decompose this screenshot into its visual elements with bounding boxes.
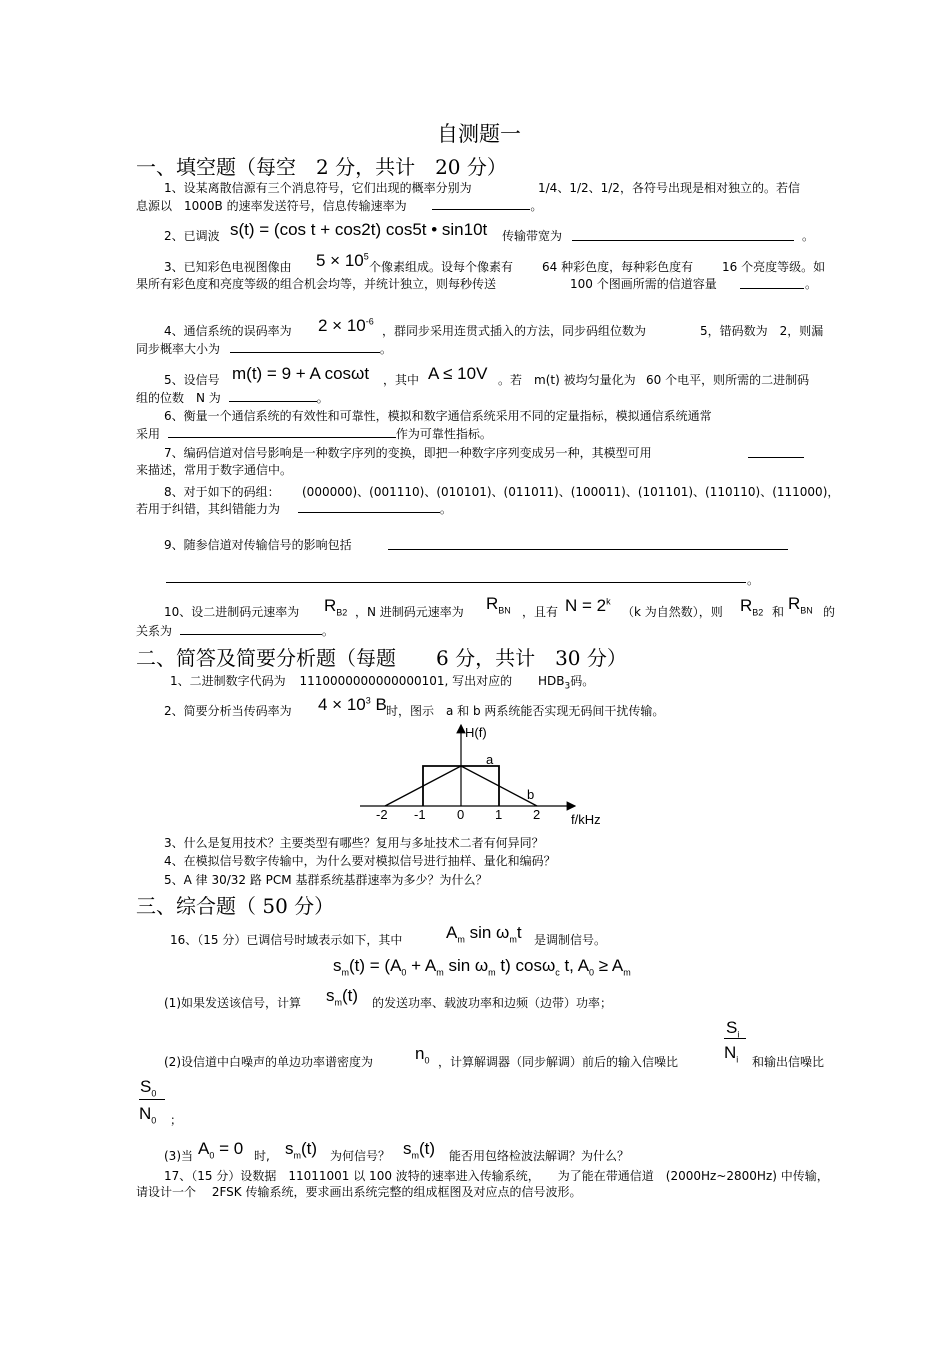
c16-2-n0-sub: 0 (424, 1055, 430, 1066)
q10-rb2-b-r: R (740, 596, 753, 615)
q3-blank[interactable] (740, 276, 804, 289)
q10-text-e: 和 (772, 605, 785, 619)
c16-2-si (726, 1018, 739, 1039)
c16-am-sub: m (457, 934, 465, 945)
q5-line2-text: 组的位数 N 为 (136, 391, 221, 405)
q5-blank[interactable] (229, 389, 317, 402)
p1 (170, 673, 594, 694)
q10-n-base: N = 2 (565, 596, 607, 615)
c16-3-sm2-t: (t) (419, 1139, 436, 1158)
q4-label: 4、通信系统的误码率为 (164, 324, 292, 338)
p1-hdb-sub: 3 (564, 681, 571, 692)
c16-eq-subm: m (436, 967, 444, 978)
q10-blank[interactable] (180, 622, 322, 635)
q2-blank[interactable] (572, 228, 794, 241)
q3-formula (316, 251, 369, 271)
c16-eq-plus: + A (406, 956, 437, 975)
q6-line2-text: 采用 (136, 427, 161, 441)
tick-label: 2 (533, 807, 541, 822)
q7-line1: 7、编码信道对信号影响是一种数字序列的变换，即把一种数字序列变成另一种，其模型可用 (164, 446, 652, 460)
q9-blank-2[interactable] (166, 570, 746, 583)
q10-text-f: 的 (823, 605, 836, 619)
c16-2-n0-n: n (415, 1044, 425, 1063)
c16-3-sm1-s: s (285, 1139, 294, 1158)
q8-blank[interactable] (298, 500, 440, 513)
c16-2-text-b: ，计算解调器（同步解调）前后的输入信噪比 (438, 1055, 679, 1069)
c16-eq-sub0: 0 (401, 967, 407, 978)
q7-line2: 来描述，常用于数字通信中。 (136, 463, 293, 477)
q4-end: 。 (379, 342, 392, 356)
q10-rbn-b-r: R (788, 594, 801, 613)
section-2-heading: 二、简答及简要分析题（每题 6 分，共计 30 分） (136, 646, 627, 670)
q1-line2-text: 息源以 1000B 的速率发送符号，信息传输速率为 (136, 199, 407, 213)
c16-text-b: 是调制信号。 (534, 933, 607, 947)
section-1-heading: 一、填空题（每空 2 分，共计 20 分） (136, 155, 507, 179)
q8-label: 8、对于如下的码组： (164, 485, 280, 499)
c16-2-no-sub: 0 (151, 1115, 157, 1126)
q4-line2 (136, 340, 392, 357)
p3: 3、什么是复用技术？主要类型有哪些？复用与多址技术二者有何异同？ (164, 836, 544, 850)
q3-text-c: 64 种彩色度，每种彩色度有 (542, 260, 694, 274)
q4-formula (318, 316, 374, 336)
q3-end: 。 (805, 277, 818, 291)
q1-line1-a: 1、设某离散信源有三个消息符号，它们出现的概率分别为 (164, 181, 472, 195)
q9-blank-1[interactable] (388, 537, 788, 550)
q1-blank[interactable] (432, 197, 530, 210)
c16-1-text-b: 的发送功率、载波功率和边频（边带）功率； (372, 996, 613, 1010)
figure-ylabel: H(f) (465, 725, 487, 740)
c16-eq-sub02: 0 (589, 967, 595, 978)
q1-line1-b: 1/4、1/2、1/2，各符号出现是相对独立的。若信 (538, 181, 800, 195)
figure-xlabel: f/kHz (571, 812, 601, 827)
q10-n-formula (565, 596, 611, 616)
q5-line2 (136, 389, 329, 406)
q10-text-c: ，且有 (522, 605, 559, 619)
c16-equation (333, 956, 631, 977)
c16-eq-subc: c (555, 967, 560, 978)
q2-formula: s(t) = (cos t + cos2t) cos5t • sin10t (230, 220, 488, 239)
c16-am-msub: m (509, 934, 517, 945)
q10-rbn-r: R (486, 594, 499, 613)
c16-eq-mid: (t) = (A (349, 956, 402, 975)
q3-text-e: 果所有彩色度和亮度等级的组合机会均等，并统计独立，则每秒传送 (136, 277, 497, 291)
q10-rb2-b (740, 596, 763, 617)
c16-2-si-s: S (726, 1018, 738, 1037)
c16-2-ni (724, 1043, 738, 1064)
p2-label: 2、简要分析当传码率为 (164, 704, 292, 718)
p2-text: 时，图示 a 和 b 两系统能否实现无码间干扰传输。 (386, 704, 665, 718)
c16-2-frac-line (724, 1038, 746, 1039)
p1-hdb (538, 674, 571, 692)
q5-formula: m(t) = 9 + A cosωt (232, 364, 370, 383)
q10-rb2 (324, 596, 347, 617)
q4-formula-sup: -6 (365, 316, 374, 327)
tick-label: 1 (495, 807, 503, 822)
q8-codes: (000000)、(001110)、(010101)、(011011)、(100011)、(101101)、(110110)、(111000)， (302, 485, 840, 499)
page-title: 自测题一 (437, 122, 521, 146)
c16-3-sm2 (403, 1139, 435, 1160)
q5-label: 5、设信号 (164, 373, 220, 387)
c16-1-sm (326, 986, 358, 1007)
figure-label-b: b (527, 787, 535, 802)
q6-line2 (136, 425, 492, 442)
q10-text-b: ，N 进制码元速率为 (355, 605, 464, 619)
p1-text-b: 写出对应的 (452, 674, 513, 688)
c16-2-si-sub: i (737, 1029, 740, 1040)
q2-label: 2、已调波 (164, 229, 220, 243)
q9-end: 。 (747, 573, 760, 587)
q3-label: 3、已知彩色电视图像由 (164, 260, 292, 274)
c16-1-sm-s: s (326, 986, 335, 1005)
p1-text-a: 1、二进制数字代码为 (170, 674, 286, 688)
c16-eq-sin: sin ω (443, 956, 489, 975)
q3-formula-sup: 5 (363, 251, 369, 262)
c16-2-text-d: ； (170, 1113, 183, 1127)
q1-end: 。 (530, 199, 543, 213)
c16-eq-cos: t) cosω (495, 956, 556, 975)
q8-line2 (136, 500, 452, 517)
c16-3-sm1-sub: m (293, 1150, 301, 1161)
c16-eq-subm2: m (488, 967, 496, 978)
c16-3-text-c: 为何信号？ (330, 1149, 391, 1163)
q4-text-c: 5，错码数为 2，则漏 (700, 324, 824, 338)
c16-1-text-a: (1)如果发送该信号，计算 (164, 996, 301, 1010)
p4: 4、在模拟信号数字传输中，为什么要对模拟信号进行抽样、量化和编码？ (164, 854, 556, 868)
c17-line2: 请设计一个 2FSK 传输系统，要求画出系统完整的组成框图及对应点的信号波形。 (136, 1185, 582, 1199)
q10-end: 。 (321, 624, 334, 638)
c16-2-frac-line-out (139, 1099, 165, 1100)
p2-formula-base: 4 × 10 (318, 695, 366, 714)
c17-line1: 17、（15 分）设数据 11011001 以 100 波特的速率进入传输系统， 为了能在带通信道 (2000Hz~2800Hz) 中传输， (164, 1169, 829, 1183)
tick-label: -1 (414, 807, 426, 822)
c16-am (446, 923, 522, 944)
c16-3-text-d: 能否用包络检波法解调？为什么？ (449, 1149, 630, 1163)
c16-3-sm2-s: s (403, 1139, 412, 1158)
c16-3-a0 (198, 1139, 243, 1160)
p1-hdb-base: HDB (538, 674, 565, 688)
tick-labels (376, 807, 540, 822)
c16-3-a0-eq: = 0 (214, 1139, 244, 1158)
q3-text-b: 个像素组成。设每个像素有 (369, 260, 514, 274)
frequency-response-figure (355, 720, 615, 830)
q10-n-sup: k (606, 596, 611, 607)
q8-line2-text: 若用于纠错，其纠错能力为 (136, 502, 281, 516)
q10-rbn-b (788, 594, 813, 615)
c16-eq-s: s (333, 956, 342, 975)
c16-2-no-n: N (139, 1104, 152, 1123)
q3-formula-base: 5 × 10 (316, 251, 364, 270)
c16-am-t: t (516, 923, 522, 942)
q4-line2-text: 同步概率大小为 (136, 342, 221, 356)
c16-am-sin: sin ω (469, 923, 510, 942)
q10-label: 10、设二进制码元速率为 (164, 605, 300, 619)
c16-eq-tail: t, A (559, 956, 590, 975)
c16-3-sm2-sub: m (411, 1150, 419, 1161)
q4-blank[interactable] (230, 340, 380, 353)
c16-3-a0-sub: 0 (209, 1150, 215, 1161)
c16-1-sm-t: (t) (342, 986, 359, 1005)
q6-line1: 6、衡量一个通信系统的有效性和可靠性，模拟和数字通信系统采用不同的定量指标，模拟通信系统通常 (164, 409, 712, 423)
q10-rb2-sub: B2 (336, 607, 348, 618)
c16-2-so-sub: 0 (151, 1088, 157, 1099)
q10-line2 (136, 622, 334, 639)
c16-3-text-a: (3)当 (164, 1149, 193, 1163)
q6-blank[interactable] (168, 425, 396, 438)
q10-rbn-b-sub: BN (800, 605, 813, 616)
c16-am-a: A (446, 923, 458, 942)
q8-end: 。 (439, 502, 452, 516)
q5-text-b: ，其中 (383, 373, 420, 387)
q3-text-d: 16 个亮度等级。如 (722, 260, 826, 274)
p1-text-c: 码。 (570, 674, 595, 688)
c16-label: 16、（15 分）已调信号时域表示如下，其中 (170, 933, 403, 947)
c16-eq-subm3: m (623, 967, 631, 978)
q10-text-d: （k 为自然数），则 (622, 605, 723, 619)
p2-formula-sup: 3 (365, 695, 371, 706)
q10-rb2-b-sub: B2 (752, 607, 764, 618)
q4-formula-base: 2 × 10 (318, 316, 366, 335)
q2-text: 传输带宽为 (502, 229, 563, 243)
c16-3-sm1-t: (t) (301, 1139, 318, 1158)
c16-2-text-c: 和输出信噪比 (752, 1055, 825, 1069)
p2-formula-unit: B (375, 695, 387, 714)
c16-2-ni-n: N (724, 1043, 737, 1062)
tick-label: 0 (457, 807, 465, 822)
c16-1-sm-sub: m (334, 997, 342, 1008)
p1-code: 1110000000000000101, (299, 674, 449, 688)
q5-end: 。 (316, 391, 329, 405)
c16-eq-ge: ≥ A (594, 956, 624, 975)
c16-2-ni-sub: i (736, 1054, 739, 1065)
q3-text-f: 100 个图画所需的信道容量 (570, 277, 717, 291)
q10-rbn (486, 594, 511, 615)
q6-end: 作为可靠性指标。 (395, 427, 492, 441)
c16-3-a0-a: A (198, 1139, 210, 1158)
q10-rb2-r: R (324, 596, 337, 615)
c16-eq-ssub: m (341, 967, 349, 978)
c16-3-sm1 (285, 1139, 317, 1160)
c16-3-text-b: 时, (254, 1149, 270, 1163)
q5-condition: A ≤ 10V (428, 364, 488, 383)
c16-2-n0 (415, 1044, 429, 1065)
q1-line2 (136, 197, 542, 214)
q4-text-b: ，群同步采用连贯式插入的方法，同步码组位数为 (382, 324, 647, 338)
p5: 5、A 律 30/32 路 PCM 基群系统基群速率为多少？为什么？ (164, 873, 488, 887)
c16-2-so (140, 1077, 156, 1098)
q5-text-c: 。若 m(t) 被均匀量化为 (498, 373, 636, 387)
q5-text-d: 60 个电平，则所需的二进制码 (646, 373, 810, 387)
c16-2-text-a: (2)设信道中白噪声的单边功率谱密度为 (164, 1055, 373, 1069)
q2-end: 。 (802, 229, 815, 243)
tick-label: -2 (376, 807, 388, 822)
q9-label: 9、随参信道对传输信号的影响包括 (164, 538, 352, 552)
c16-2-no (139, 1104, 156, 1125)
section-3-heading: 三、综合题（ 50 分） (136, 894, 335, 918)
figure-label-a: a (486, 752, 494, 767)
q10-line2-text: 关系为 (136, 624, 173, 638)
q7-blank[interactable] (748, 445, 804, 458)
q10-rbn-sub: BN (498, 605, 511, 616)
c16-2-so-s: S (140, 1077, 152, 1096)
p2-formula (318, 695, 387, 715)
